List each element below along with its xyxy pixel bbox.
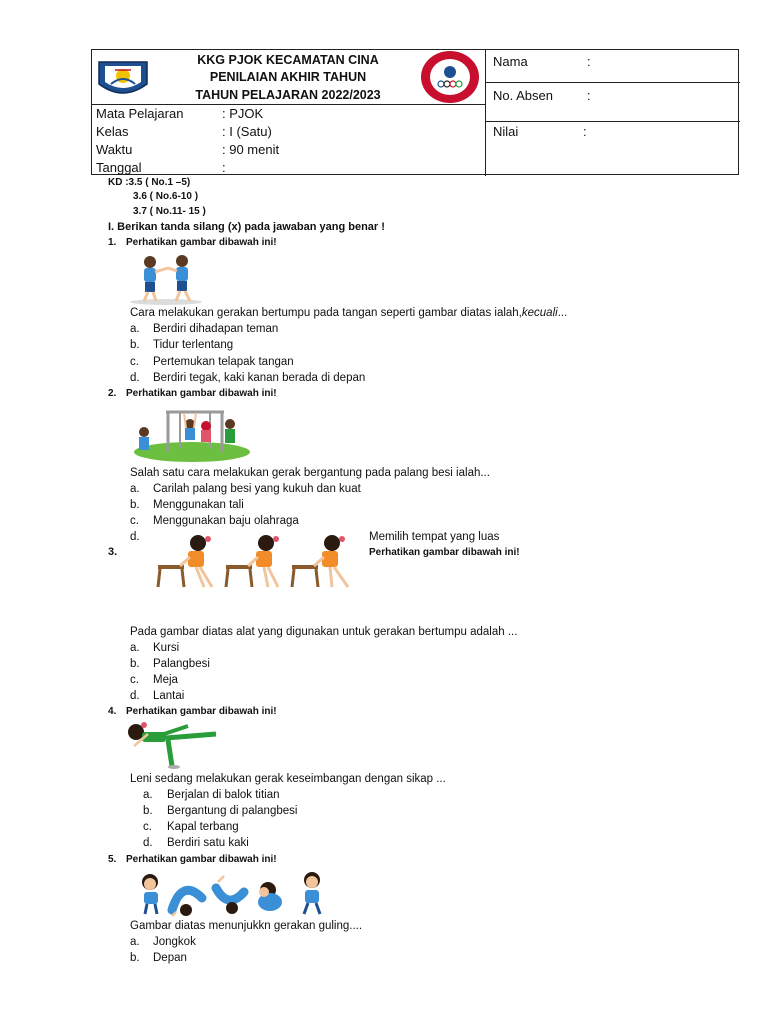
q1-option-d: Berdiri tegak, kaki kanan berada di depan <box>153 372 366 384</box>
q1-question-tail: ... <box>557 307 568 319</box>
q1-option-c-letter: c. <box>130 356 139 368</box>
info-value-subject: : PJOK <box>222 106 264 121</box>
q5-option-a: Jongkok <box>153 936 196 948</box>
q5-number: 5. <box>108 854 117 865</box>
kd-line-1: KD :3.5 ( No.1 –5) <box>108 177 191 188</box>
q3-option-d-letter: d. <box>130 690 140 702</box>
q1-prompt: Perhatikan gambar dibawah ini! <box>126 237 277 248</box>
q2-monkey-bars-illustration <box>128 402 252 464</box>
q3-option-b-letter: b. <box>130 658 140 670</box>
q5-option-b: Depan <box>153 952 187 964</box>
student-value-name: : <box>587 54 591 69</box>
q1-option-a-letter: a. <box>130 323 140 335</box>
q4-prompt: Perhatikan gambar dibawah ini! <box>126 706 277 717</box>
instruction: I. Berikan tanda silang (x) pada jawaban yang benar ! <box>108 221 385 233</box>
kd-line-2: 3.6 ( No.6-10 ) <box>133 191 199 202</box>
q2-question: Salah satu cara melakukan gerak bergantung pada palang besi ialah... <box>130 467 490 479</box>
q3-option-b: Palangbesi <box>153 658 210 670</box>
header-divider <box>485 49 486 175</box>
q3-option-c-letter: c. <box>130 674 139 686</box>
q4-option-c: Kapal terbang <box>167 821 239 833</box>
info-value-time: : 90 menit <box>222 142 280 157</box>
header-title-3: TAHUN PELAJARAN 2022/2023 <box>195 88 381 102</box>
q2-prompt: Perhatikan gambar dibawah ini! <box>126 388 277 399</box>
q3-option-d: Lantai <box>153 690 185 702</box>
q4-option-c-letter: c. <box>143 821 152 833</box>
q2-option-b-letter: b. <box>130 499 140 511</box>
q5-prompt: Perhatikan gambar dibawah ini! <box>126 854 277 865</box>
q2-option-d-letter: d. <box>130 531 140 543</box>
student-label-name: Nama <box>493 54 528 69</box>
q4-number: 4. <box>108 706 117 717</box>
student-value-score: : <box>583 124 587 139</box>
q4-option-b-letter: b. <box>143 805 153 817</box>
info-label-subject: Mata Pelajaran <box>96 106 184 121</box>
q4-option-a: Berjalan di balok titian <box>167 789 280 801</box>
q1-question-text: Cara melakukan gerakan bertumpu pada tangan seperti gambar diatas ialah, <box>130 307 522 319</box>
q2-number: 2. <box>108 388 117 399</box>
q3-number: 3. <box>108 546 118 558</box>
header-table <box>91 49 739 175</box>
student-label-score: Nilai <box>493 124 519 139</box>
q2-option-c-letter: c. <box>130 515 139 527</box>
header-title-2: PENILAIAN AKHIR TAHUN <box>209 70 367 84</box>
kd-line-3: 3.7 ( No.11- 15 ) <box>133 206 206 217</box>
q3-question: Pada gambar diatas alat yang digunakan untuk gerakan bertumpu adalah ... <box>130 626 518 638</box>
q1-option-a: Berdiri dihadapan teman <box>153 323 279 335</box>
q1-option-c: Pertemukan telapak tangan <box>153 356 294 368</box>
q4-option-d: Berdiri satu kaki <box>167 837 249 849</box>
q2-option-c: Menggunakan baju olahraga <box>153 515 299 527</box>
q1-number: 1. <box>108 237 117 248</box>
q1-question-emph: kecuali <box>521 307 558 319</box>
q2-option-a: Carilah palang besi yang kukuh dan kuat <box>153 483 361 495</box>
q3-option-a-letter: a. <box>130 642 140 654</box>
student-value-absen: : <box>587 88 591 103</box>
q5-option-b-letter: b. <box>130 952 140 964</box>
info-label-class: Kelas <box>96 124 129 139</box>
q1-option-b: Tidur terlentang <box>153 339 234 351</box>
q3-chair-support-illustration <box>152 533 354 591</box>
info-value-class: : I (Satu) <box>222 124 272 139</box>
q4-option-d-letter: d. <box>143 837 153 849</box>
q1-option-b-letter: b. <box>130 339 140 351</box>
q4-option-b: Bergantung di palangbesi <box>167 805 298 817</box>
q4-question: Leni sedang melakukan gerak keseimbangan dengan sikap ... <box>130 773 446 785</box>
q4-airplane-pose-illustration <box>124 720 220 770</box>
q5-question: Gambar diatas menunjukkn gerakan guling.... <box>130 920 363 932</box>
info-label-date: Tanggal <box>96 160 142 175</box>
q3-option-c: Meja <box>153 674 178 686</box>
q3-prompt: Perhatikan gambar dibawah ini! <box>369 547 520 558</box>
kkg-logo-icon <box>419 50 481 104</box>
q1-partner-push-illustration <box>128 252 204 306</box>
q4-option-a-letter: a. <box>143 789 153 801</box>
q1-question <box>130 307 567 319</box>
info-value-date: : <box>222 160 226 175</box>
q3-option-a: Kursi <box>153 642 180 654</box>
q2-option-a-letter: a. <box>130 483 140 495</box>
header-title-1: KKG PJOK KECAMATAN CINA <box>197 53 379 67</box>
q2-option-d: Memilih tempat yang luas <box>369 531 500 543</box>
q1-option-d-letter: d. <box>130 372 140 384</box>
q2-option-b: Menggunakan tali <box>153 499 244 511</box>
q5-forward-roll-illustration <box>136 870 328 918</box>
student-label-absen: No. Absen <box>493 88 553 103</box>
q5-option-a-letter: a. <box>130 936 140 948</box>
info-label-time: Waktu <box>96 142 133 157</box>
